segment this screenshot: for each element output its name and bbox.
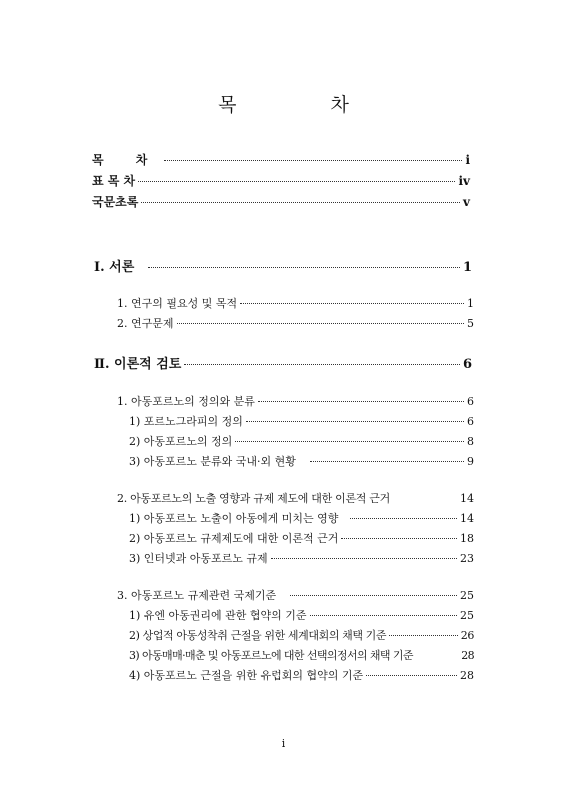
toc-subsection[interactable] bbox=[129, 647, 474, 663]
toc-section[interactable] bbox=[117, 315, 474, 331]
leader-dots bbox=[184, 364, 460, 365]
leader-dots bbox=[240, 303, 464, 304]
toc-chapter[interactable] bbox=[94, 256, 472, 275]
toc-section-label: 3. 아동포르노 규제관련 국제기준 bbox=[117, 589, 277, 602]
toc-front-label: 목 차 bbox=[92, 153, 162, 167]
toc-page-number: 14 bbox=[460, 512, 474, 525]
leader-dots bbox=[141, 202, 460, 203]
toc-subsection-label: 1) 포르노그라피의 정의 bbox=[129, 415, 243, 428]
toc-page-number: 8 bbox=[467, 435, 474, 448]
toc-subsection[interactable] bbox=[129, 433, 474, 449]
toc-front-label: 국문초록 bbox=[92, 195, 139, 209]
leader-dots bbox=[235, 441, 464, 442]
toc-page-number: 25 bbox=[460, 589, 474, 602]
toc-front-item[interactable] bbox=[92, 193, 470, 210]
leader-dots bbox=[366, 675, 457, 676]
toc-section[interactable] bbox=[117, 295, 474, 311]
toc-subsection[interactable] bbox=[129, 607, 474, 623]
toc-page-number: 26 bbox=[460, 629, 474, 642]
toc-chapter[interactable] bbox=[94, 353, 472, 372]
toc-section-label: 2. 연구문제 bbox=[117, 317, 174, 330]
toc-subsection-label: 3) 아동포르노 분류와 국내·외 현황 bbox=[129, 455, 296, 468]
page-number-footer: i bbox=[281, 737, 286, 750]
leader-dots bbox=[177, 323, 465, 324]
toc-subsection[interactable] bbox=[129, 510, 474, 526]
leader-dots bbox=[290, 595, 457, 596]
toc-page-number: 14 bbox=[460, 492, 474, 505]
toc-page-number: 18 bbox=[460, 532, 474, 545]
leader-dots bbox=[389, 635, 458, 636]
toc-page-number: iv bbox=[458, 174, 470, 188]
toc-subsection-label: 3) 인터넷과 아동포르노 규제 bbox=[129, 552, 268, 565]
toc-page-number: 25 bbox=[460, 609, 474, 622]
toc-section-label: 1. 연구의 필요성 및 목적 bbox=[117, 297, 238, 310]
toc-page-number: 28 bbox=[460, 669, 474, 682]
toc-subsection-label: 1) 유엔 아동권리에 관한 협약의 기준 bbox=[129, 609, 307, 622]
toc-page-number: 9 bbox=[467, 455, 474, 468]
leader-dots bbox=[271, 558, 457, 559]
leader-dots bbox=[148, 267, 460, 268]
toc-front-item[interactable] bbox=[92, 172, 470, 189]
toc-section[interactable] bbox=[117, 393, 474, 409]
toc-section-label: 1. 아동포르노의 정의와 분류 bbox=[117, 395, 255, 408]
toc-page-number: 1 bbox=[462, 260, 472, 275]
toc-page-number: 6 bbox=[467, 415, 474, 428]
leader-dots bbox=[350, 518, 457, 519]
leader-dots bbox=[246, 421, 464, 422]
toc-section[interactable] bbox=[117, 490, 474, 506]
toc-subsection-label: 2) 아동포르노 규제제도에 대한 이론적 근거 bbox=[129, 532, 339, 545]
toc-subsection-label: 3) 아동매매·매춘 및 아동포르노에 대한 선택의정서의 채택 기준 bbox=[129, 649, 413, 662]
page-title: 목 차 bbox=[218, 94, 393, 116]
toc-front-label: 표 목 차 bbox=[92, 174, 136, 188]
toc-subsection[interactable] bbox=[129, 453, 474, 469]
toc-page-number: 1 bbox=[467, 297, 474, 310]
toc-page-number: 5 bbox=[467, 317, 474, 330]
toc-subsection[interactable] bbox=[129, 627, 474, 643]
toc-page-number: 28 bbox=[461, 649, 474, 662]
toc-page-number: 6 bbox=[462, 357, 472, 372]
toc-subsection[interactable] bbox=[129, 550, 474, 566]
toc-page-number: 6 bbox=[467, 395, 474, 408]
toc-subsection-label: 2) 아동포르노의 정의 bbox=[129, 435, 233, 448]
toc-section[interactable] bbox=[117, 587, 474, 603]
leader-dots bbox=[258, 401, 464, 402]
toc-chapter-label: Ⅱ. 이론적 검토 bbox=[94, 357, 182, 372]
toc-front-item[interactable] bbox=[92, 151, 470, 168]
toc-subsection-label: 4) 아동포르노 근절을 위한 유럽회의 협약의 기준 bbox=[129, 669, 364, 682]
leader-dots bbox=[341, 538, 457, 539]
leader-dots bbox=[164, 160, 462, 161]
toc-page-number: 23 bbox=[460, 552, 474, 565]
leader-dots bbox=[310, 461, 464, 462]
toc-page-number: v bbox=[463, 195, 470, 209]
toc-subsection-label: 2) 상업적 아동성착취 근절을 위한 세계대회의 채택 기준 bbox=[129, 629, 387, 642]
leader-dots bbox=[310, 615, 457, 616]
toc-subsection[interactable] bbox=[129, 413, 474, 429]
toc-subsection-label: 1) 아동포르노 노출이 아동에게 미치는 영향 bbox=[129, 512, 339, 525]
toc-page-number: i bbox=[465, 153, 470, 167]
toc-chapter-label: Ⅰ. 서론 bbox=[94, 260, 135, 275]
toc-subsection[interactable] bbox=[129, 667, 474, 683]
leader-dots bbox=[138, 181, 455, 182]
toc-section-label: 2. 아동포르노의 노출 영향과 규제 제도에 대한 이론적 근거 bbox=[117, 492, 390, 505]
toc-subsection[interactable] bbox=[129, 530, 474, 546]
